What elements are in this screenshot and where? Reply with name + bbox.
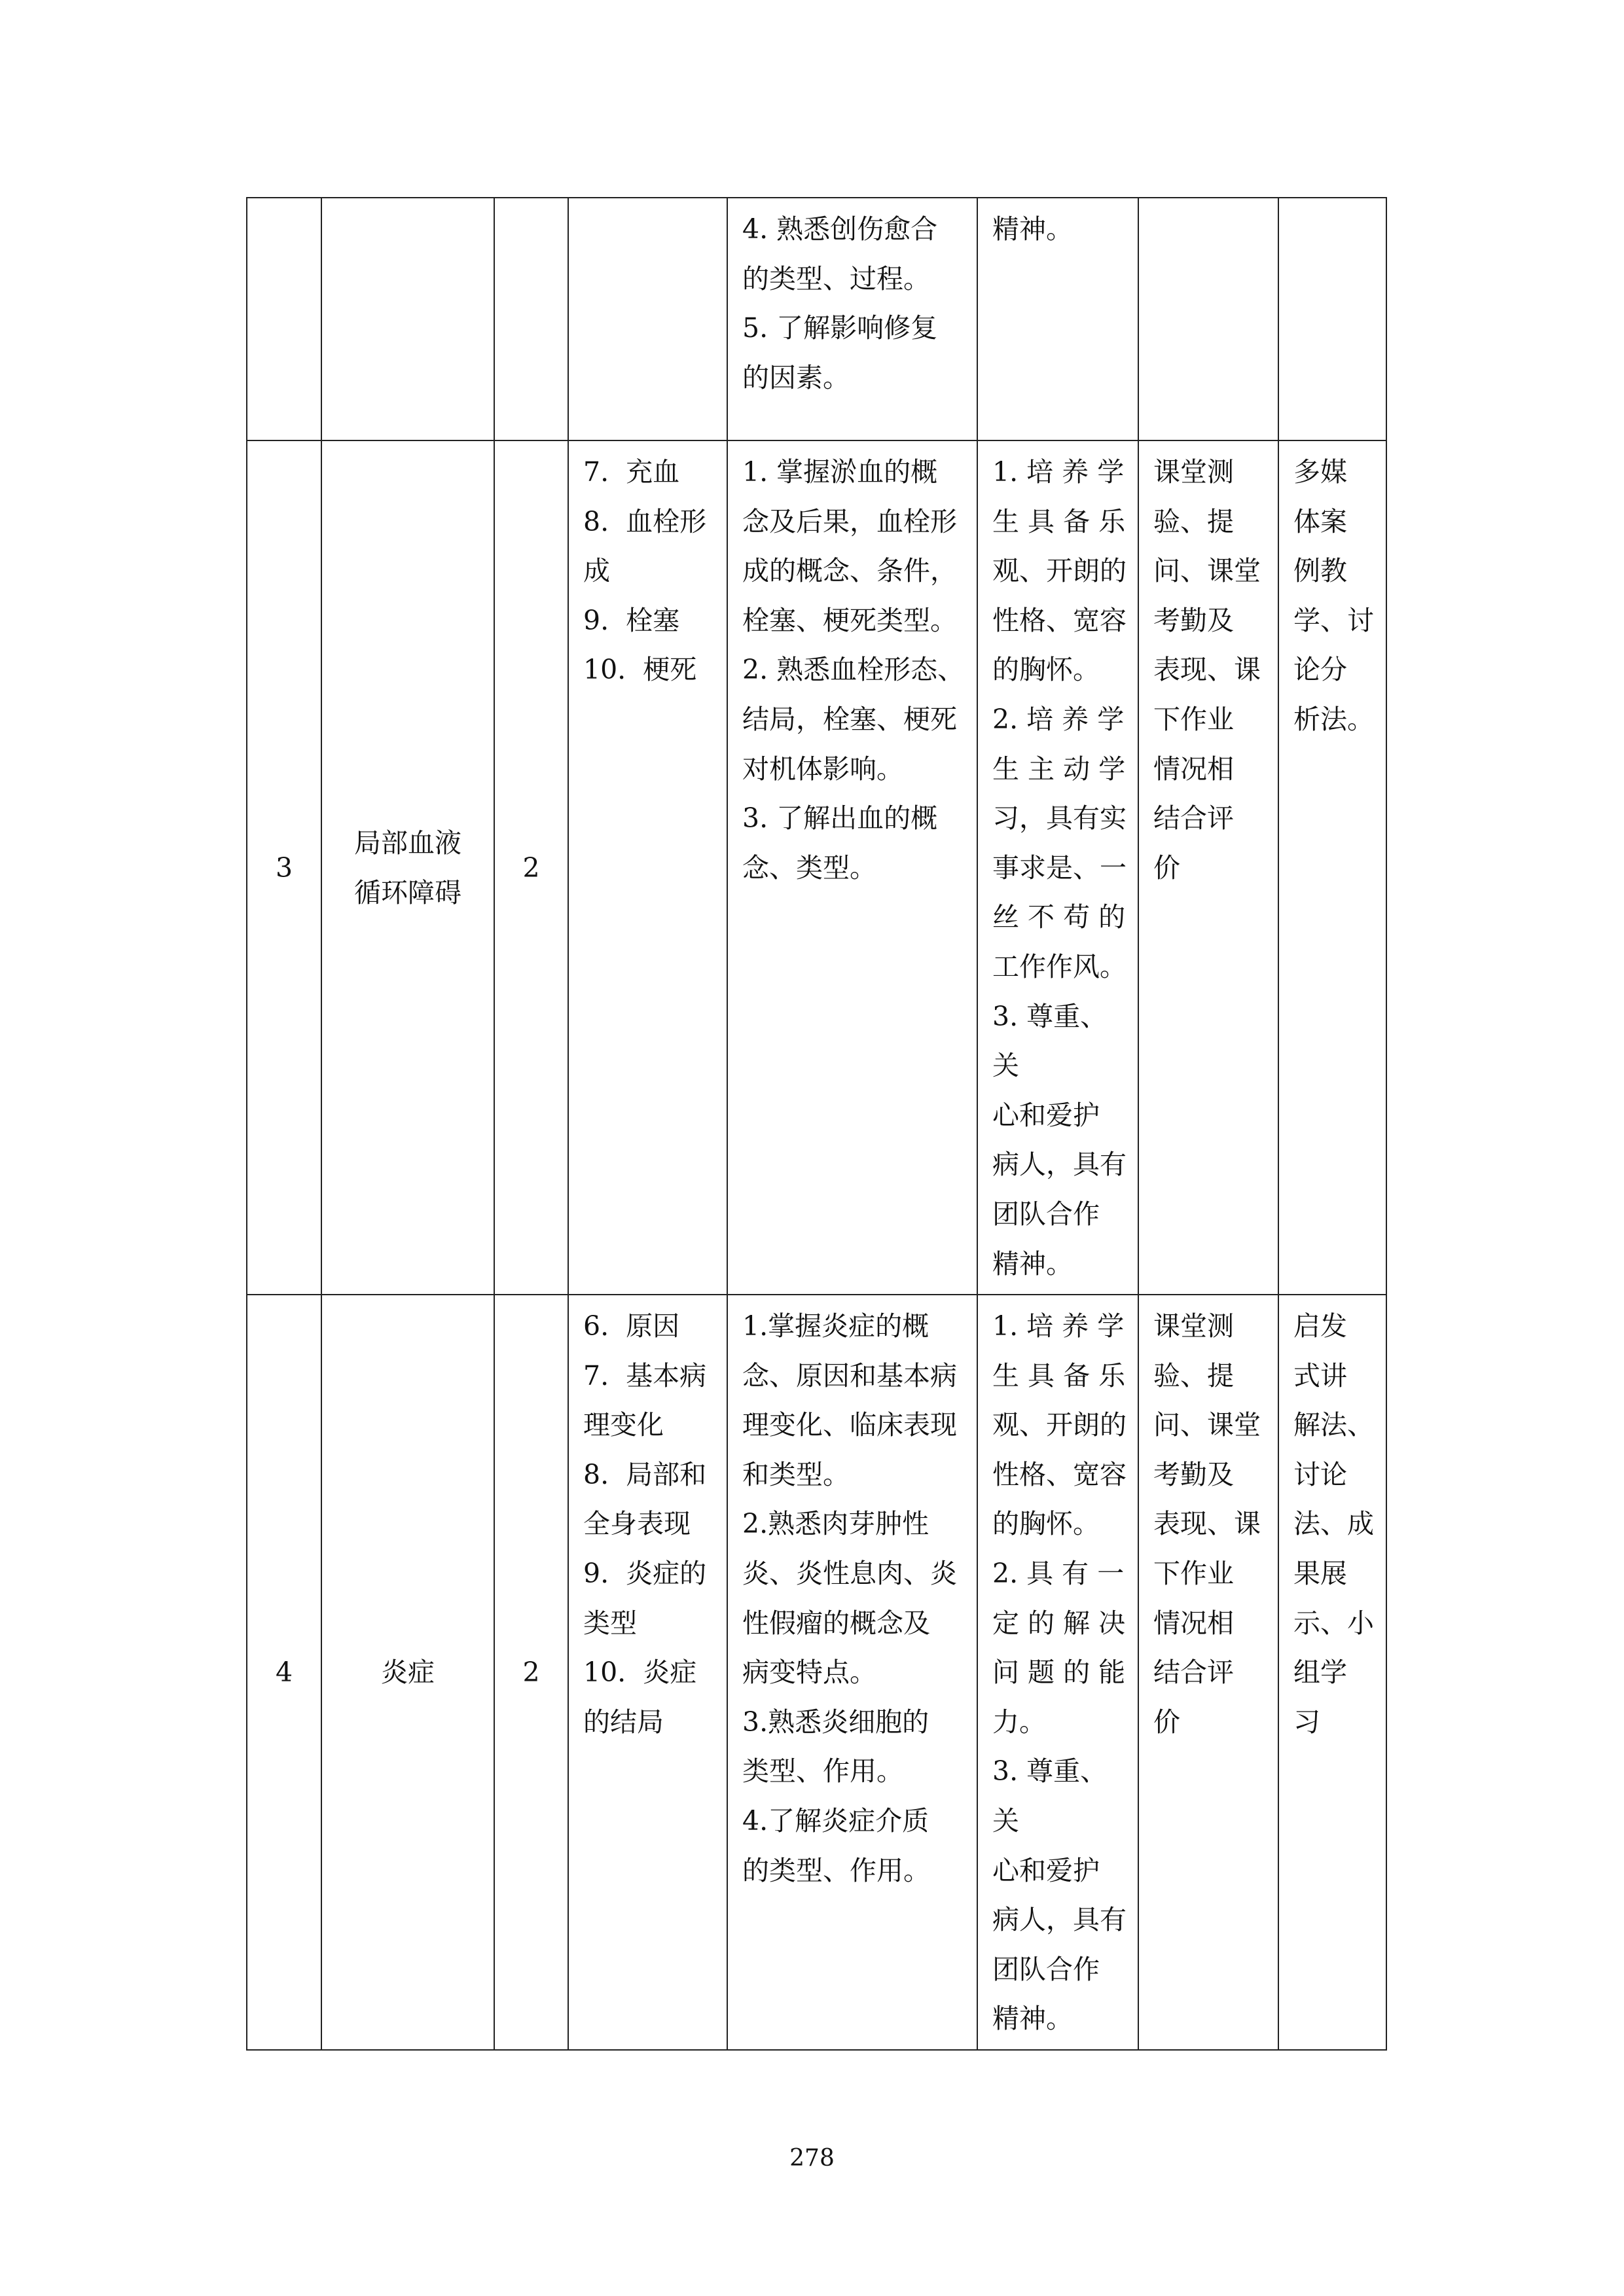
quality-line: 生 主 动 学 <box>992 753 1126 785</box>
method-line: 体案 <box>1293 505 1347 537</box>
quality-line: 性格、宽容 <box>992 604 1127 636</box>
assessment-line: 问、课堂 <box>1153 1409 1261 1441</box>
quality-line: 生 具 备 乐 <box>992 1359 1126 1391</box>
quality-line: 习，具有实 <box>992 802 1127 834</box>
quality-line: 丝 不 苟 的 <box>992 901 1126 933</box>
objective-line: 1. 掌握淤血的概 <box>742 456 938 488</box>
content-line: 9. 栓塞 <box>583 604 680 636</box>
table-row <box>247 440 1386 1295</box>
quality-line: 团队合作 <box>992 1198 1100 1230</box>
objective-line: 念及后果，血栓形 <box>742 505 957 537</box>
assessment-line: 表现、课 <box>1153 654 1261 686</box>
method-cell <box>1278 198 1386 440</box>
method-line: 式讲 <box>1293 1359 1347 1391</box>
assessment-line: 下作业 <box>1153 703 1234 735</box>
objective-line: 3. 了解出血的概 <box>742 802 938 834</box>
assessment-line: 课堂测 <box>1153 456 1234 488</box>
assessment-line: 验、提 <box>1153 505 1234 537</box>
assessment-line: 结合评 <box>1153 802 1234 834</box>
content-line: 类型 <box>583 1607 637 1639</box>
assessment-line: 问、课堂 <box>1153 555 1261 587</box>
content-cell <box>568 440 727 1295</box>
quality-line: 3. 尊重、关 <box>992 1000 1108 1082</box>
quality-line: 生 具 备 乐 <box>992 505 1126 537</box>
objective-line: 5. 了解影响修复 <box>742 312 938 344</box>
content-line: 7. 充血 <box>583 456 680 488</box>
objective-line: 和类型。 <box>742 1458 850 1490</box>
title-line: 循环障碍 <box>354 876 461 908</box>
hours-cell: 2 <box>494 440 568 1295</box>
title-line: 局部血液 <box>354 827 461 859</box>
quality-line: 1. 培 养 学 <box>992 1310 1125 1342</box>
quality-line: 的胸怀。 <box>992 654 1100 686</box>
objectives-cell <box>727 1295 977 2050</box>
quality-line: 问 题 的 能 <box>992 1657 1126 1689</box>
quality-cell <box>977 1295 1138 2050</box>
assessment-line: 考勤及 <box>1153 1458 1234 1490</box>
quality-line: 精神。 <box>992 213 1073 245</box>
quality-line: 定 的 解 决 <box>992 1607 1126 1639</box>
content-line: 7. 基本病 <box>583 1359 707 1391</box>
content-line: 理变化 <box>583 1409 664 1441</box>
title-cell <box>321 1295 494 2050</box>
objective-line: 1.掌握炎症的概 <box>742 1310 929 1342</box>
assessment-line: 结合评 <box>1153 1657 1234 1689</box>
objective-line: 2.熟悉肉芽肿性 <box>742 1508 929 1540</box>
method-line: 果展 <box>1293 1558 1347 1590</box>
content-line: 6. 原因 <box>583 1310 680 1342</box>
assessment-line: 情况相 <box>1153 1607 1234 1639</box>
assessment-cell <box>1138 440 1278 1295</box>
objective-line: 栓塞、梗死类型。 <box>742 604 957 636</box>
content-cell <box>568 1295 727 2050</box>
quality-line: 的胸怀。 <box>992 1508 1100 1540</box>
assessment-cell <box>1138 198 1278 440</box>
quality-line: 性格、宽容 <box>992 1458 1127 1490</box>
quality-line: 观、开朗的 <box>992 1409 1127 1441</box>
method-line: 法、成 <box>1293 1508 1374 1540</box>
objective-line: 类型、作用。 <box>742 1755 903 1787</box>
assessment-line: 情况相 <box>1153 753 1234 785</box>
objective-line: 理变化、临床表现 <box>742 1409 957 1441</box>
method-line: 讨论 <box>1293 1458 1347 1490</box>
objective-line: 病变特点。 <box>742 1657 876 1689</box>
method-line: 例教 <box>1293 555 1347 587</box>
assessment-line: 价 <box>1153 852 1180 884</box>
quality-line: 心和爱护 <box>992 1854 1100 1886</box>
objective-line: 的因素。 <box>742 361 850 393</box>
title-line: 炎症 <box>381 1657 435 1689</box>
assessment-line: 下作业 <box>1153 1558 1234 1590</box>
table-row <box>247 1295 1386 2050</box>
assessment-line: 表现、课 <box>1153 1508 1261 1540</box>
method-line: 多媒 <box>1293 456 1347 488</box>
quality-line: 3. 尊重、关 <box>992 1755 1108 1837</box>
title-cell <box>321 198 494 440</box>
objective-line: 念、类型。 <box>742 852 876 884</box>
quality-line: 事求是、一 <box>992 852 1127 884</box>
objective-line: 4.了解炎症介质 <box>742 1805 929 1837</box>
seq-cell: 3 <box>247 440 321 1295</box>
method-cell <box>1278 440 1386 1295</box>
content-line: 8. 局部和 <box>583 1458 707 1490</box>
content-line: 10. 炎症 <box>583 1657 697 1689</box>
method-line: 论分 <box>1293 654 1347 686</box>
hours-cell: 2 <box>494 1295 568 2050</box>
hours-cell <box>494 198 568 440</box>
assessment-line: 考勤及 <box>1153 604 1234 636</box>
objective-line: 的类型、过程。 <box>742 262 930 295</box>
content-line: 成 <box>583 555 610 587</box>
quality-line: 1. 培 养 学 <box>992 456 1125 488</box>
table-row <box>247 198 1386 440</box>
objective-line: 性假瘤的概念及 <box>742 1607 930 1639</box>
method-line: 析法。 <box>1293 703 1374 735</box>
objective-line: 4. 熟悉创伤愈合 <box>742 213 938 245</box>
quality-line: 精神。 <box>992 1247 1073 1280</box>
seq-cell: 4 <box>247 1295 321 2050</box>
method-line: 习 <box>1293 1706 1320 1738</box>
content-line: 的结局 <box>583 1706 664 1738</box>
assessment-cell <box>1138 1295 1278 2050</box>
objective-line: 的类型、作用。 <box>742 1854 930 1886</box>
method-line: 示、小 <box>1293 1607 1374 1639</box>
curriculum-table <box>246 197 1387 2051</box>
quality-line: 精神。 <box>992 2003 1073 2035</box>
quality-line: 团队合作 <box>992 1953 1100 1985</box>
method-line: 解法、 <box>1293 1409 1374 1441</box>
method-cell <box>1278 1295 1386 2050</box>
quality-line: 2. 具 有 一 <box>992 1558 1125 1590</box>
seq-cell <box>247 198 321 440</box>
objectives-cell <box>727 198 977 440</box>
objective-line: 念、原因和基本病 <box>742 1359 957 1391</box>
quality-cell <box>977 198 1138 440</box>
quality-line: 病人，具有 <box>992 1904 1127 1936</box>
method-line: 启发 <box>1293 1310 1347 1342</box>
quality-line: 2. 培 养 学 <box>992 703 1125 735</box>
content-line: 9. 炎症的 <box>583 1558 707 1590</box>
content-line: 10. 梗死 <box>583 654 697 686</box>
assessment-line: 价 <box>1153 1706 1180 1738</box>
method-line: 组学 <box>1293 1657 1347 1689</box>
objectives-cell <box>727 440 977 1295</box>
objective-line: 2. 熟悉血栓形态、 <box>742 654 965 686</box>
quality-line: 病人，具有 <box>992 1149 1127 1181</box>
assessment-line: 课堂测 <box>1153 1310 1234 1342</box>
objective-line: 对机体影响。 <box>742 753 903 785</box>
objective-line: 炎、炎性息肉、炎 <box>742 1558 957 1590</box>
title-cell <box>321 440 494 1295</box>
quality-line: 力。 <box>992 1706 1046 1738</box>
objective-line: 结局，栓塞、梗死 <box>742 703 957 735</box>
content-cell <box>568 198 727 440</box>
method-line: 学、讨 <box>1293 604 1374 636</box>
objective-line: 3.熟悉炎细胞的 <box>742 1706 929 1738</box>
content-line: 全身表现 <box>583 1508 691 1540</box>
page-number: 278 <box>789 2145 835 2172</box>
assessment-line: 验、提 <box>1153 1359 1234 1391</box>
quality-line: 工作作风。 <box>992 950 1127 982</box>
quality-line: 心和爱护 <box>992 1099 1100 1131</box>
objective-line: 成的概念、条件， <box>742 555 957 587</box>
quality-cell <box>977 440 1138 1295</box>
quality-line: 观、开朗的 <box>992 555 1127 587</box>
content-line: 8. 血栓形 <box>583 505 707 537</box>
